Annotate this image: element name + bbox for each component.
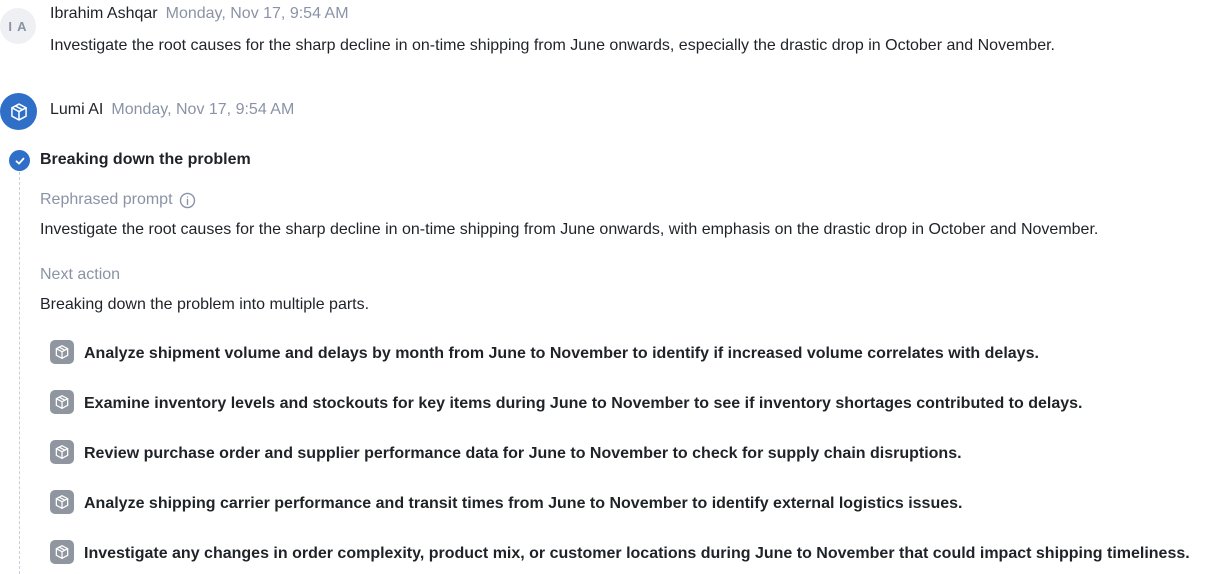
subtask-text: Review purchase order and supplier performance data for June to November to check for supply chain disruptions. (84, 445, 962, 462)
subtask-text: Examine inventory levels and stockouts for key items during June to November to see if inventory shortages contributed to delays. (84, 395, 1083, 412)
subtask-item (50, 390, 1082, 414)
ai-message-header (50, 101, 294, 119)
user-message-header (50, 5, 349, 23)
check-circle-icon (9, 150, 30, 171)
next-action-label (40, 266, 120, 284)
user-author-name: Ibrahim Ashqar (50, 5, 158, 22)
step-timeline-line (19, 172, 20, 574)
info-icon[interactable] (179, 192, 196, 209)
ai-avatar (0, 93, 37, 130)
next-action-label-text: Next action (40, 266, 121, 283)
subtask-item (50, 340, 1039, 364)
cube-icon (50, 490, 74, 514)
user-avatar-initials: I A (8, 18, 28, 34)
step-title[interactable]: Breaking down the problem (40, 151, 251, 168)
subtask-text: Analyze shipment volume and delays by month from June to November to identify if increased volume correlates with delays. (84, 345, 1039, 362)
ai-author-name: Lumi AI (50, 101, 104, 118)
user-message-text: Investigate the root causes for the sharp decline in on-time shipping from June onwards, especially the drastic drop in October and November. (50, 37, 1055, 54)
next-action-text: Breaking down the problem into multiple parts. (40, 296, 370, 313)
user-avatar (0, 8, 36, 44)
subtask-text: Analyze shipping carrier performance and transit times from June to November to identify external logistics issues. (84, 495, 963, 512)
user-message-timestamp: Monday, Nov 17, 9:54 AM (165, 5, 349, 22)
subtask-item (50, 440, 962, 464)
subtask-item (50, 490, 962, 514)
rephrased-prompt-text: Investigate the root causes for the sharp decline in on-time shipping from June onwards, with emphasis on the drastic drop in October and November. (40, 221, 1099, 238)
subtask-text: Investigate any changes in order complexity, product mix, or customer locations during June to November that could impact shipping timeliness. (84, 545, 1190, 562)
subtask-item (50, 540, 1190, 564)
cube-icon (50, 390, 74, 414)
rephrased-prompt-label-text: Rephrased prompt (40, 191, 173, 208)
rephrased-prompt-label (40, 191, 196, 209)
ai-message-timestamp: Monday, Nov 17, 9:54 AM (111, 101, 295, 118)
cube-icon (50, 540, 74, 564)
cube-icon (50, 340, 74, 364)
cube-icon (50, 440, 74, 464)
cube-icon (9, 102, 29, 122)
